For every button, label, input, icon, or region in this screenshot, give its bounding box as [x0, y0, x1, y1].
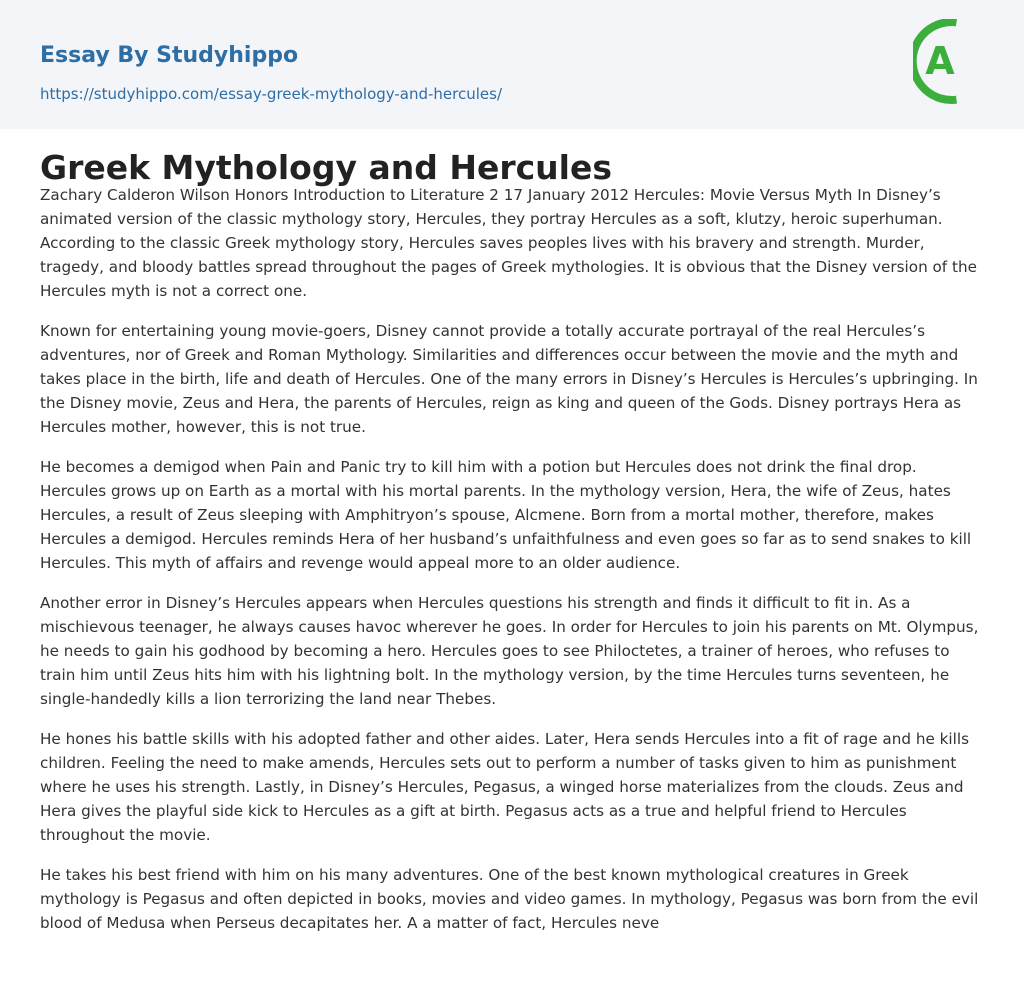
article-title: Greek Mythology and Hercules: [40, 148, 612, 187]
article: [40, 147, 984, 951]
site-header: [0, 0, 1024, 129]
article-paragraph: Another error in Disney’s Hercules appears when Hercules questions his strength and finds it difficult to fit in. As a mischievous teenager, he always causes havoc wherever he goes. In order for Hercules to join his parents on Mt. Olympus, he needs to gain his godhood by becoming a hero. Hercules goes to see Philoctetes, a trainer of heroes, who refuses to train him until Zeus hits him with his lightning bolt. In the mythology version, by the time Hercules turns seventeen, he single-handedly kills a lion terrorizing the land near Thebes.: [40, 594, 979, 708]
site-brand[interactable]: Essay By Studyhippo: [40, 43, 299, 68]
essay-url-link[interactable]: https://studyhippo.com/essay-greek-mythology-and-hercules/: [40, 85, 503, 103]
logo-letter: A: [925, 39, 955, 83]
article-paragraph: He becomes a demigod when Pain and Panic try to kill him with a potion but Hercules does not drink the final drop. Hercules grows up on Earth as a mortal with his mortal parents. In the mythology version, Hera, the wife of Zeus, hates Hercules, a result of Zeus sleeping with Amphitryon’s spouse, Alcmene. Born from a mortal mother, therefore, makes Hercules a demigod. Hercules reminds Hera of her husband’s unfaithfulness and even goes so far as to send snakes to kill Hercules. This myth of affairs and revenge would appeal more to an older audience.: [40, 458, 972, 572]
studyhippo-logo-icon[interactable]: [913, 19, 985, 105]
article-paragraph: He takes his best friend with him on his many adventures. One of the best known mythological creatures in Greek mythology is Pegasus and often depicted in books, movies and video games. In mythology, Pegasus was born from the evil blood of Medusa when Perseus decapitates her. A a matter of fact, Hercules neve: [40, 866, 979, 932]
article-paragraph: Zachary Calderon Wilson Honors Introduction to Literature 2 17 January 2012 Hercules: Movie Versus Myth In Disney’s animated version of the classic mythology story, Hercules, they portray Hercules as a soft, klutzy, heroic superhuman. According to the classic Greek mythology story, Hercules saves peoples lives with his bravery and strength. Murder, tragedy, and bloody battles spread throughout the pages of Greek mythologies. It is obvious that the Disney version of the Hercules myth is not a correct one.: [40, 186, 977, 300]
article-paragraph: He hones his battle skills with his adopted father and other aides. Later, Hera sends Hercules into a fit of rage and he kills children. Feeling the need to make amends, Hercules sets out to perform a number of tasks given to him as punishment where he uses his strength. Lastly, in Disney’s Hercules, Pegasus, a winged horse materializes from the clouds. Zeus and Hera gives the playful side kick to Hercules as a gift at birth. Pegasus acts as a true and helpful friend to Hercules throughout the movie.: [40, 730, 969, 844]
article-paragraph: Known for entertaining young movie-goers, Disney cannot provide a totally accurate portrayal of the real Hercules’s adventures, nor of Greek and Roman Mythology. Similarities and differences occur between the movie and the myth and takes place in the birth, life and death of Hercules. One of the many errors in Disney’s Hercules is Hercules’s upbringing. In the Disney movie, Zeus and Hera, the parents of Hercules, reign as king and queen of the Gods. Disney portrays Hera as Hercules mother, however, this is not true.: [40, 322, 978, 436]
